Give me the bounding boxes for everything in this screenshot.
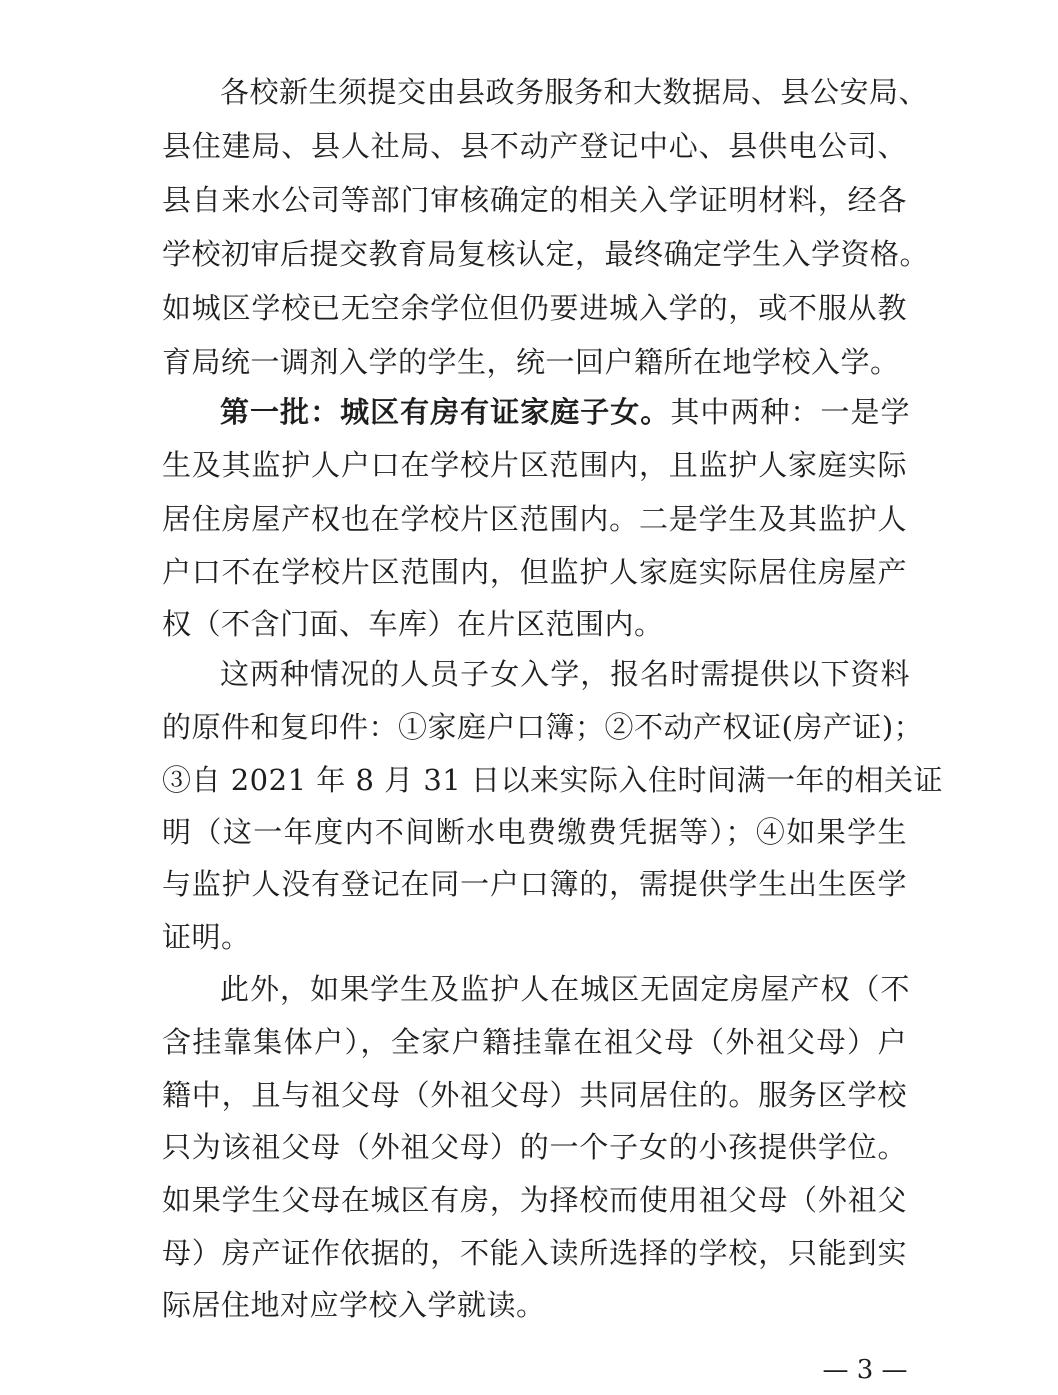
text-line: 权（不含门面、车库）在片区范围内。 (162, 607, 664, 641)
text-line: 此外，如果学生及监护人在城区无固定房屋产权（不 (220, 972, 910, 1006)
text-line: 如城区学校已无空余学位但仍要进城入学的，或不服从教 (162, 291, 907, 325)
text-line: 只为该祖父母（外祖父母）的一个子女的小孩提供学位。 (162, 1130, 907, 1164)
text-line: 生及其监护人户口在学校片区范围内，且监护人家庭实际 (162, 448, 907, 482)
text-line: 育局统一调剂入学的学生，统一回户籍所在地学校入学。 (162, 345, 900, 379)
text-line: 明（这一年度内不间断水电费缴费凭据等）；④如果学生 (162, 815, 907, 849)
text-line: 居住房屋产权也在学校片区范围内。二是学生及其监护人 (162, 502, 907, 536)
text-line: ③自 2021 年 8 月 31 日以来实际入住时间满一年的相关证 (162, 763, 943, 797)
text-line: 这两种情况的人员子女入学，报名时需提供以下资料 (220, 657, 910, 691)
text-line (220, 392, 910, 432)
text-line: 县住建局、县人社局、县不动产登记中心、县供电公司、 (162, 129, 907, 163)
text-line: 际居住地对应学校入学就读。 (162, 1288, 546, 1322)
text-line: 与监护人没有登记在同一户口簿的，需提供学生出生医学 (162, 867, 907, 901)
page-number: — 3 — (822, 1355, 908, 1385)
text-segment: 其中两种：一是学 (670, 395, 910, 429)
text-line: 含挂靠集体户），全家户籍挂靠在祖父母（外祖父母）户 (162, 1025, 907, 1059)
text-line: 学校初审后提交教育局复核认定，最终确定学生入学资格。 (162, 237, 930, 271)
text-line: 母）房产证作依据的，不能入读所选择的学校，只能到实 (162, 1236, 907, 1270)
text-line: 各校新生须提交由县政务服务和大数据局、县公安局、 (220, 75, 929, 109)
text-line: 户口不在学校片区范围内，但监护人家庭实际居住房屋产 (162, 555, 907, 589)
text-line: 籍中，且与祖父母（外祖父母）共同居住的。服务区学校 (162, 1078, 907, 1112)
text-line: 证明。 (162, 920, 251, 954)
text-line: 县自来水公司等部门审核确定的相关入学证明材料，经各 (162, 183, 907, 217)
text-line: 如果学生父母在城区有房，为择校而使用祖父母（外祖父 (162, 1183, 907, 1217)
text-line: 的原件和复印件：①家庭户口簿；②不动产权证(房产证)； (162, 710, 924, 744)
batch-heading: 第一批：城区有房有证家庭子女。 (220, 395, 671, 429)
